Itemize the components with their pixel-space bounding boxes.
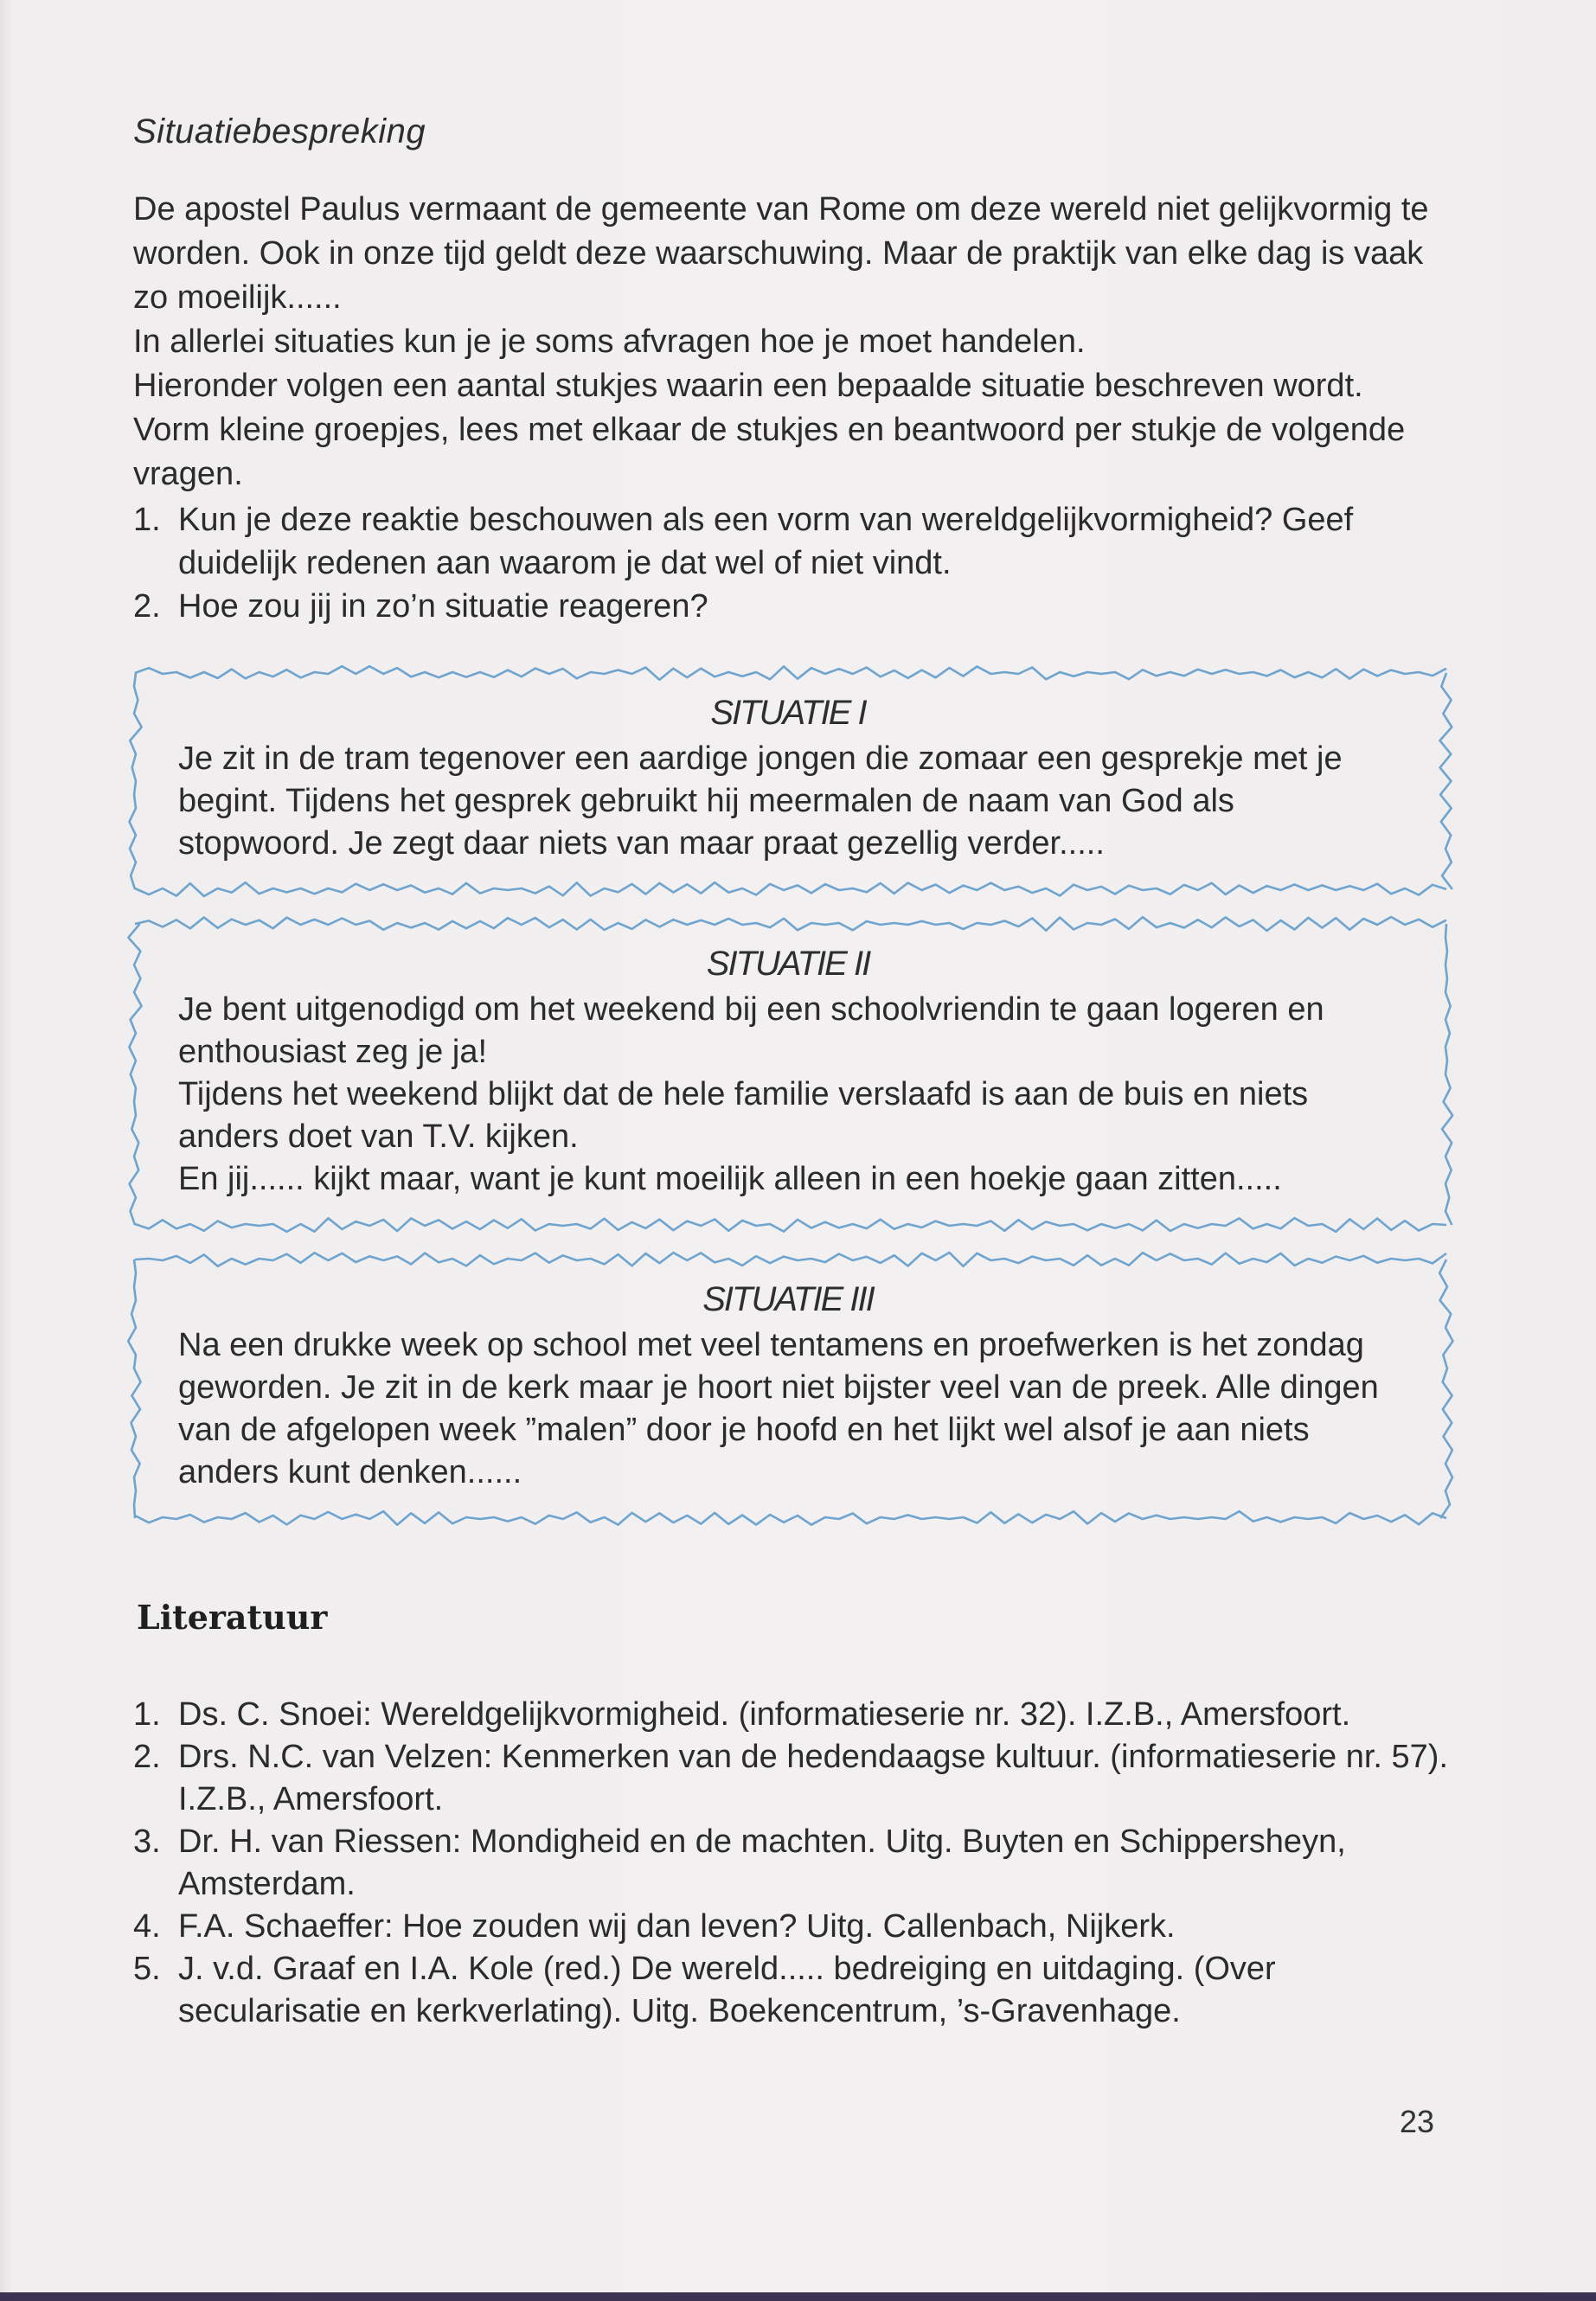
literature-number: 1.	[133, 1696, 161, 1733]
question-text: Hoe zou jij in zo’n situatie reageren?	[178, 588, 708, 625]
literature-item	[133, 1694, 1448, 1736]
literature-number: 2.	[133, 1739, 161, 1775]
intro-paragraph: Hieronder volgen een aantal stukjes waarin een bepaalde situatie beschreven wordt. Vorm kleine groepjes, lees met elkaar de stukjes en beantwoord per stukje de volgende vragen.	[133, 368, 1406, 492]
situation-title: SITUATIE III	[702, 1280, 874, 1318]
situation-box-3	[133, 1265, 1448, 1513]
literature-number: 4.	[133, 1908, 161, 1945]
border-stroke	[135, 1218, 1446, 1232]
literature-text: Drs. N.C. van Velzen: Kenmerken van de hedendaagse kultuur. (informatieserie nr. 57). I.Z.B., Amersfoort.	[178, 1739, 1449, 1817]
literature-text: Dr. H. van Riessen: Mondigheid en de machten. Uitg. Buyten en Schippersheyn, Amsterdam.	[178, 1823, 1346, 1902]
question-item	[133, 498, 1448, 585]
situation-title: SITUATIE II	[706, 945, 870, 983]
question-list	[133, 498, 1448, 628]
question-number: 2.	[133, 588, 161, 625]
bottom-edge	[0, 2292, 1596, 2301]
literature-heading: Literatuur	[137, 1598, 328, 1637]
situation-text: En jij...... kijkt maar, want je kunt moeilijk alleen in een hoekje gaan zitten.....	[178, 1161, 1282, 1197]
literature-item	[133, 1736, 1448, 1821]
question-number: 1.	[133, 502, 161, 538]
situation-text: Je bent uitgenodigd om het weekend bij een schoolvriendin te gaan logeren en enthousiast zeg je ja!	[178, 991, 1324, 1070]
situation-text: Tijdens het weekend blijkt dat de hele familie verslaafd is aan de buis en niets anders doet van T.V. kijken.	[178, 1076, 1309, 1155]
content	[133, 112, 1448, 2033]
literature-number: 3.	[133, 1823, 161, 1860]
situation-text: Je zit in de tram tegenover een aardige jongen die zomaar een gesprekje met je begint. Tijdens het gesprek gebruikt hij meermalen de naam van God als stopwoord. Je zegt daar niets van maar praat gezellig verder.....	[178, 740, 1343, 862]
question-item	[133, 585, 1448, 628]
border-stroke	[135, 1511, 1446, 1525]
page-number: 23	[1400, 2104, 1435, 2139]
section-title: Situatiebespreking	[133, 112, 426, 151]
question-text: Kun je deze reaktie beschouwen als een vorm van wereldgelijkvormigheid? Geef duidelijk redenen aan waarom je dat wel of niet vindt.	[178, 502, 1354, 581]
literature-item	[133, 1821, 1448, 1906]
situation-box-1	[133, 678, 1448, 884]
literature-number: 5.	[133, 1951, 161, 1987]
literature-text: J. v.d. Graaf en I.A. Kole (red.) De wereld..... bedreiging en uitdaging. (Over secularisatie en kerkverlating). Uitg. Boekencentrum, ’s-Gravenhage.	[178, 1951, 1276, 2029]
situation-title: SITUATIE I	[710, 694, 866, 732]
intro-paragraph: De apostel Paulus vermaant de gemeente van Rome om deze wereld niet gelijkvormig te worden. Ook in onze tijd geldt deze waarschuwing. Maar de praktijk van elke dag is vaak zo moeilijk......	[133, 191, 1429, 316]
literature-text: Ds. C. Snoei: Wereldgelijkvormigheid. (informatieserie nr. 32). I.Z.B., Amersfoort.	[178, 1696, 1351, 1733]
situation-text: Na een drukke week op school met veel tentamens en proefwerken is het zondag geworden. Je zit in de kerk maar je hoort niet bijster veel van de preek. Alle dingen van de afgelopen week ”malen” door je hoofd en het lijkt wel alsof je aan niets anders kunt denken......	[178, 1327, 1379, 1490]
situation-box-2	[133, 929, 1448, 1220]
literature-item	[133, 1906, 1448, 1948]
intro-paragraph: In allerlei situaties kun je je soms afvragen hoe je moet handelen.	[133, 324, 1086, 360]
intro	[133, 188, 1448, 628]
literature-list	[133, 1694, 1448, 2033]
literature-text: F.A. Schaeffer: Hoe zouden wij dan leven? Uitg. Callenbach, Nijkerk.	[178, 1908, 1176, 1945]
border-stroke	[135, 882, 1446, 896]
literature-item	[133, 1948, 1448, 2033]
